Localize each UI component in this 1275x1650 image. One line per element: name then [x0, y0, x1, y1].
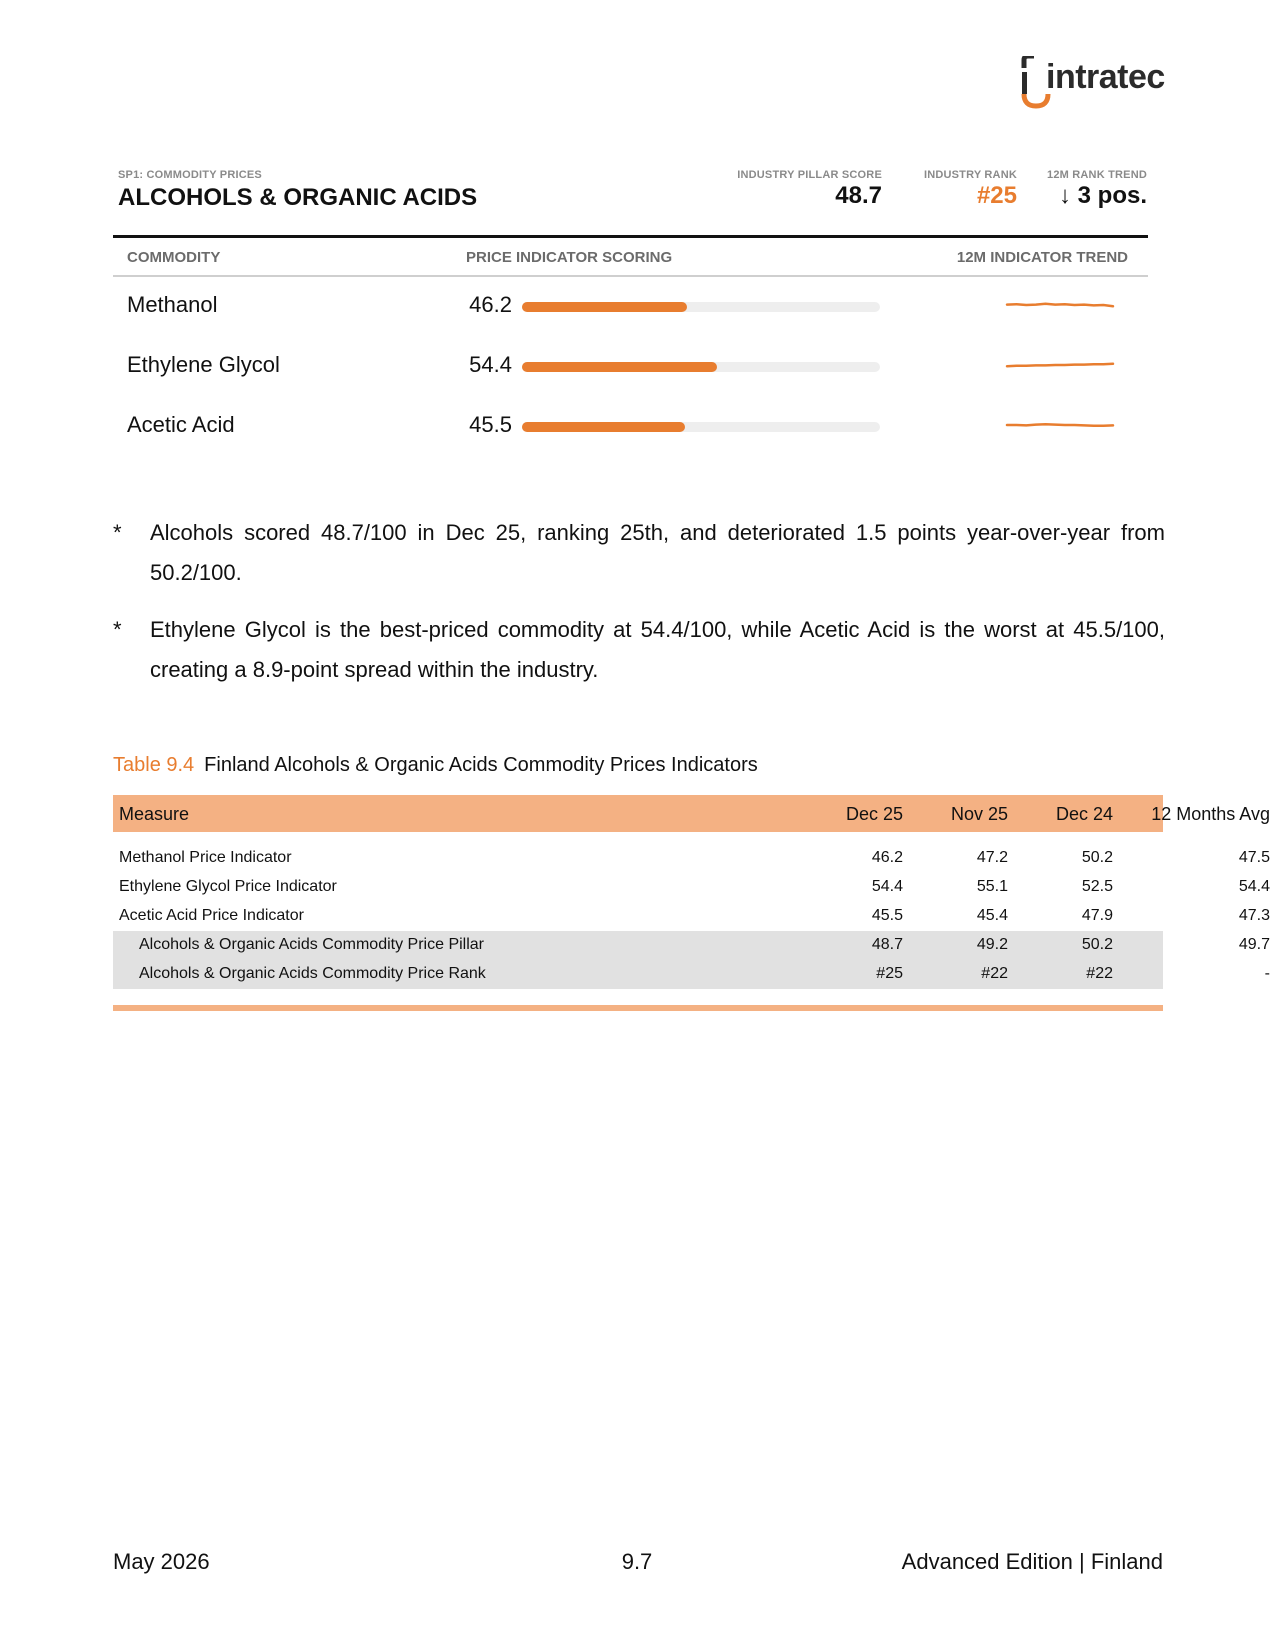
table-cell: 50.2	[1081, 849, 1113, 866]
column-divider	[113, 275, 1148, 277]
column-header-commodity: COMMODITY	[127, 249, 221, 266]
summary-note	[113, 513, 1165, 597]
table-cell: Alcohols & Organic Acids Commodity Price Pillar	[139, 936, 485, 953]
table-cell: 47.9	[1081, 907, 1113, 924]
footer-edition: Advanced Edition | Finland	[901, 1549, 1163, 1574]
table-cell: 45.4	[976, 907, 1008, 924]
table-cell: 47.5	[1238, 849, 1270, 866]
table-row-summary	[113, 960, 1270, 989]
table-cell: 54.4	[1238, 878, 1270, 895]
trend-sparkline	[1005, 352, 1125, 378]
page-title: ALCOHOLS & ORGANIC ACIDS	[118, 184, 478, 211]
table-cell: #25	[876, 965, 903, 982]
footer-date: May 2026	[113, 1549, 210, 1574]
table-cell: 46.2	[871, 849, 903, 866]
commodity-row	[0, 346, 1275, 386]
table-cell: 55.1	[976, 878, 1008, 895]
trend-sparkline	[1005, 292, 1125, 318]
table-header	[113, 795, 1270, 832]
rank-label: INDUSTRY RANK	[923, 169, 1017, 181]
rank-trend-value: ↓ 3 pos.	[1058, 182, 1147, 209]
table-caption	[113, 754, 758, 777]
score-bar-fill	[522, 422, 685, 432]
table-row	[113, 902, 1270, 931]
table-cell: 54.4	[871, 878, 903, 895]
rank-trend-label: 12M RANK TREND	[1047, 169, 1147, 181]
commodity-score: 54.4	[469, 352, 512, 377]
table-header-cell: 12 Months Avg	[1151, 804, 1270, 824]
footer-page-number: 9.7	[621, 1549, 653, 1574]
commodity-name: Acetic Acid	[127, 412, 235, 437]
table-cell: Acetic Acid Price Indicator	[119, 907, 304, 924]
table-header-cell: Nov 25	[950, 804, 1008, 824]
commodity-name: Ethylene Glycol	[127, 352, 280, 377]
table-cell: 52.5	[1081, 878, 1113, 895]
column-header-trend: 12M INDICATOR TREND	[956, 249, 1128, 266]
table-cell: #22	[981, 965, 1008, 982]
table-row-summary	[113, 931, 1270, 960]
table-title: Finland Alcohols & Organic Acids Commodity Prices Indicators	[204, 754, 758, 776]
table-cell: 47.3	[1238, 907, 1270, 924]
table-cell: 45.5	[871, 907, 903, 924]
table-cell: 49.7	[1238, 936, 1270, 953]
note-bullet: *	[113, 617, 122, 642]
table-header-cell: Dec 24	[1055, 804, 1113, 824]
commodity-row	[0, 406, 1275, 446]
table-cell: 47.2	[976, 849, 1008, 866]
commodity-name: Methanol	[127, 292, 218, 317]
score-bar-track	[522, 362, 880, 372]
table-cell: Ethylene Glycol Price Indicator	[119, 878, 337, 895]
score-label: INDUSTRY PILLAR SCORE	[737, 169, 882, 181]
score-bar-fill	[522, 362, 717, 372]
commodity-score: 46.2	[469, 292, 512, 317]
table-bottom-rule	[113, 1005, 1163, 1011]
table-header-cell: Dec 25	[845, 804, 903, 824]
header-divider	[113, 235, 1148, 238]
table-row	[113, 873, 1270, 902]
summary-note	[113, 610, 1165, 694]
commodity-row	[0, 286, 1275, 326]
table-cell: 48.7	[871, 936, 903, 953]
logo-wordmark: intratec	[1046, 58, 1165, 96]
table-cell: 49.2	[976, 936, 1008, 953]
table-number: Table 9.4	[113, 754, 195, 776]
commodity-score: 45.5	[469, 412, 512, 437]
note-bullet: *	[113, 520, 122, 545]
intratec-logo	[1018, 56, 1168, 112]
note-text: Ethylene Glycol is the best-priced commodity at 54.4/100, while Acetic Acid is the worst at 45.5/100, creating a 8.9-point spread within the industry.	[150, 617, 1165, 682]
column-header-scoring: PRICE INDICATOR SCORING	[466, 249, 673, 266]
table-cell: #22	[1086, 965, 1113, 982]
table-cell: -	[1264, 965, 1270, 982]
score-bar-fill	[522, 302, 687, 312]
pillar-label: SP1: COMMODITY PRICES	[118, 169, 262, 181]
table-cell: Methanol Price Indicator	[119, 849, 292, 866]
score-bar-track	[522, 422, 880, 432]
score-bar-track	[522, 302, 880, 312]
note-text: Alcohols scored 48.7/100 in Dec 25, ranking 25th, and deteriorated 1.5 points year-over-year from 50.2/100.	[150, 520, 1165, 585]
table-row	[113, 844, 1270, 873]
rank-value: #25	[976, 182, 1017, 209]
trend-sparkline	[1005, 412, 1125, 438]
table-cell: 50.2	[1081, 936, 1113, 953]
table-cell: Alcohols & Organic Acids Commodity Price Rank	[139, 965, 486, 982]
score-value: 48.7	[835, 182, 882, 209]
table-header-cell: Measure	[119, 804, 190, 824]
